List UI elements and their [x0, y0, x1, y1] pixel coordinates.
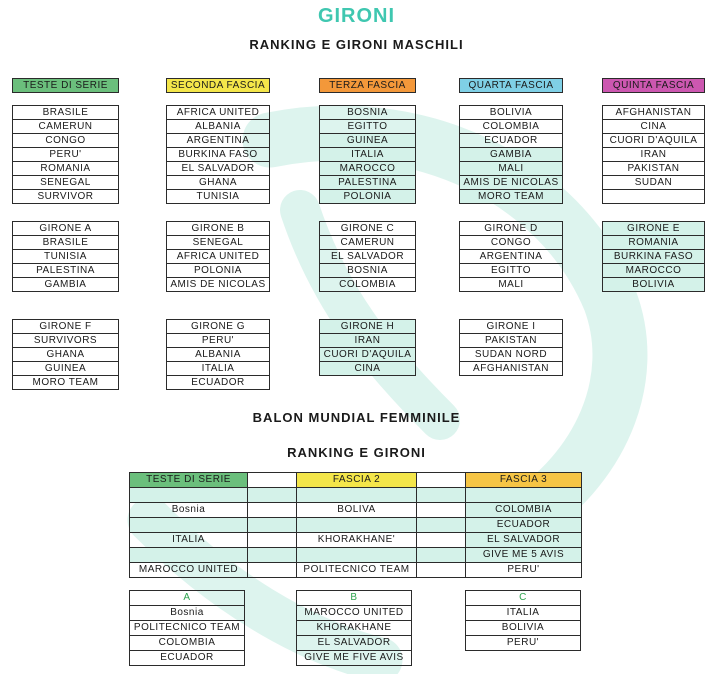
pot-team: GHANA — [167, 176, 270, 190]
group-team: PALESTINA — [13, 264, 119, 278]
pot-header: TERZA FASCIA — [320, 79, 416, 93]
group-team: PERU' — [167, 334, 270, 348]
pot-spacer-cell — [248, 548, 297, 563]
pot-team: TUNISIA — [167, 190, 270, 204]
women-group-c — [465, 590, 581, 651]
pot-header: FASCIA 3 — [466, 473, 582, 488]
pot-team: POLONIA — [320, 190, 416, 204]
group-team: MAROCCO UNITED — [297, 606, 412, 621]
pot-spacer-cell — [248, 503, 297, 518]
pot-spacer-cell — [248, 563, 297, 578]
pot-header: QUARTA FASCIA — [460, 79, 563, 93]
group-name: GIRONE I — [460, 320, 563, 334]
group-team: COLOMBIA — [320, 278, 416, 292]
pot-team: BOSNIA — [320, 106, 416, 120]
group-name: GIRONE B — [167, 222, 270, 236]
pot-team: AMIS DE NICOLAS — [460, 176, 563, 190]
pot-team: BRASILE — [13, 106, 119, 120]
men-group-i — [459, 319, 563, 376]
pot-team — [297, 548, 417, 563]
spacer — [13, 93, 119, 106]
group-team: ECUADOR — [130, 651, 245, 666]
men-pot-quarta-fascia — [459, 78, 563, 204]
men-group-a — [12, 221, 119, 292]
group-name: A — [130, 591, 245, 606]
group-team: CAMERUN — [320, 236, 416, 250]
pot-team: KHORAKHANE' — [297, 533, 417, 548]
page-title: GIRONI — [317, 5, 396, 27]
group-team: POLITECNICO TEAM — [130, 621, 245, 636]
pot-spacer-cell — [417, 533, 466, 548]
group-name: GIRONE G — [167, 320, 270, 334]
group-name: GIRONE H — [320, 320, 416, 334]
men-pot-quinta-fascia — [602, 78, 705, 204]
spacer — [603, 93, 705, 106]
pot-team — [130, 548, 248, 563]
group-team: AFGHANISTAN — [460, 362, 563, 376]
group-team: TUNISIA — [13, 250, 119, 264]
group-team: AFRICA UNITED — [167, 250, 270, 264]
pot-team: GAMBIA — [460, 148, 563, 162]
pot-team — [130, 518, 248, 533]
group-name: B — [297, 591, 412, 606]
group-team: SUDAN NORD — [460, 348, 563, 362]
group-team: BRASILE — [13, 236, 119, 250]
group-team: COLOMBIA — [130, 636, 245, 651]
pot-spacer-cell — [417, 563, 466, 578]
group-team: CUORI D'AQUILA — [320, 348, 416, 362]
spacer — [320, 93, 416, 106]
pot-team — [297, 488, 417, 503]
group-team: ITALIA — [167, 362, 270, 376]
pot-team: CONGO — [13, 134, 119, 148]
group-team: CINA — [320, 362, 416, 376]
group-team: CONGO — [460, 236, 563, 250]
pot-team: ECUADOR — [460, 134, 563, 148]
pot-team: IRAN — [603, 148, 705, 162]
men-group-b — [166, 221, 270, 292]
group-team: IRAN — [320, 334, 416, 348]
group-name: C — [466, 591, 581, 606]
pot-team — [466, 488, 582, 503]
women-pots-table — [129, 472, 582, 578]
pot-team: EL SALVADOR — [466, 533, 582, 548]
pot-team: AFGHANISTAN — [603, 106, 705, 120]
pot-spacer-cell — [248, 533, 297, 548]
group-team: ALBANIA — [167, 348, 270, 362]
pot-team: CUORI D'AQUILA — [603, 134, 705, 148]
pot-team — [603, 190, 705, 204]
men-group-f — [12, 319, 119, 390]
pot-team: CAMERUN — [13, 120, 119, 134]
pot-team: PAKISTAN — [603, 162, 705, 176]
spacer — [460, 93, 563, 106]
women-group-b — [296, 590, 412, 666]
group-team: SURVIVORS — [13, 334, 119, 348]
pot-spacer-cell — [417, 518, 466, 533]
group-team: PERU' — [466, 636, 581, 651]
group-name: GIRONE C — [320, 222, 416, 236]
men-pot-seconda-fascia — [166, 78, 270, 204]
pot-header: TESTE DI SERIE — [13, 79, 119, 93]
group-name: GIRONE E — [603, 222, 705, 236]
pot-spacer-cell — [248, 488, 297, 503]
group-team: ITALIA — [466, 606, 581, 621]
pot-team: EL SALVADOR — [167, 162, 270, 176]
pot-spacer-cell — [417, 488, 466, 503]
group-team: PAKISTAN — [460, 334, 563, 348]
pot-team: AFRICA UNITED — [167, 106, 270, 120]
group-team: EL SALVADOR — [320, 250, 416, 264]
group-team: MORO TEAM — [13, 376, 119, 390]
pot-team: BOLIVIA — [460, 106, 563, 120]
pot-team: SENEGAL — [13, 176, 119, 190]
pot-team: ARGENTINA — [167, 134, 270, 148]
group-team: ARGENTINA — [460, 250, 563, 264]
pot-team: BURKINA FASO — [167, 148, 270, 162]
pot-team: ITALIA — [130, 533, 248, 548]
pot-team: Bosnia — [130, 503, 248, 518]
group-team: Bosnia — [130, 606, 245, 621]
pot-team: MORO TEAM — [460, 190, 563, 204]
pot-spacer-cell — [417, 548, 466, 563]
spacer — [167, 93, 270, 106]
pot-header: TESTE DI SERIE — [130, 473, 248, 488]
pot-team: SUDAN — [603, 176, 705, 190]
group-team: MAROCCO — [603, 264, 705, 278]
pot-team: MALI — [460, 162, 563, 176]
pot-team: PALESTINA — [320, 176, 416, 190]
group-team: GHANA — [13, 348, 119, 362]
group-team: POLONIA — [167, 264, 270, 278]
pot-team — [130, 488, 248, 503]
group-team: EL SALVADOR — [297, 636, 412, 651]
group-team: GAMBIA — [13, 278, 119, 292]
women-group-a — [129, 590, 245, 666]
pot-spacer-cell — [417, 503, 466, 518]
group-name: GIRONE A — [13, 222, 119, 236]
pot-team: MAROCCO — [320, 162, 416, 176]
pot-header: FASCIA 2 — [297, 473, 417, 488]
group-team: SENEGAL — [167, 236, 270, 250]
pot-team: ECUADOR — [466, 518, 582, 533]
group-team: MALI — [460, 278, 563, 292]
men-group-h — [319, 319, 416, 376]
pot-team: POLITECNICO TEAM — [297, 563, 417, 578]
group-team: ECUADOR — [167, 376, 270, 390]
pot-spacer-cell — [417, 473, 466, 488]
pot-team: EGITTO — [320, 120, 416, 134]
group-team: BURKINA FASO — [603, 250, 705, 264]
pot-team: SURVIVOR — [13, 190, 119, 204]
pot-spacer-cell — [248, 473, 297, 488]
group-team: KHORAKHANE — [297, 621, 412, 636]
pot-team: CINA — [603, 120, 705, 134]
pot-team: GUINEA — [320, 134, 416, 148]
pot-team: PERU' — [13, 148, 119, 162]
pot-header: SECONDA FASCIA — [167, 79, 270, 93]
pot-team: COLOMBIA — [460, 120, 563, 134]
pot-team: ALBANIA — [167, 120, 270, 134]
group-team: GUINEA — [13, 362, 119, 376]
pot-team: ROMANIA — [13, 162, 119, 176]
pot-team: MAROCCO UNITED — [130, 563, 248, 578]
pot-header: QUINTA FASCIA — [603, 79, 705, 93]
group-team: ROMANIA — [603, 236, 705, 250]
pot-team: GIVE ME 5 AVIS — [466, 548, 582, 563]
group-team: BOSNIA — [320, 264, 416, 278]
group-team: BOLIVIA — [603, 278, 705, 292]
pot-spacer-cell — [248, 518, 297, 533]
men-pot-teste-di-serie — [12, 78, 119, 204]
men-group-c — [319, 221, 416, 292]
group-team: BOLIVIA — [466, 621, 581, 636]
pot-team: COLOMBIA — [466, 503, 582, 518]
men-group-e — [602, 221, 705, 292]
men-section-title: RANKING E GIRONI MASCHILI — [249, 37, 464, 52]
group-team: EGITTO — [460, 264, 563, 278]
pot-team: ITALIA — [320, 148, 416, 162]
women-section-subtitle: RANKING E GIRONI — [287, 445, 426, 460]
group-team: GIVE ME FIVE AVIS — [297, 651, 412, 666]
group-name: GIRONE F — [13, 320, 119, 334]
group-name: GIRONE D — [460, 222, 563, 236]
men-group-g — [166, 319, 270, 390]
men-pot-terza-fascia — [319, 78, 416, 204]
pot-team — [297, 518, 417, 533]
pot-team: PERU' — [466, 563, 582, 578]
women-section-title: BALON MUNDIAL FEMMINILE — [252, 410, 461, 425]
pot-team: BOLIVA — [297, 503, 417, 518]
group-team: AMIS DE NICOLAS — [167, 278, 270, 292]
men-group-d — [459, 221, 563, 292]
